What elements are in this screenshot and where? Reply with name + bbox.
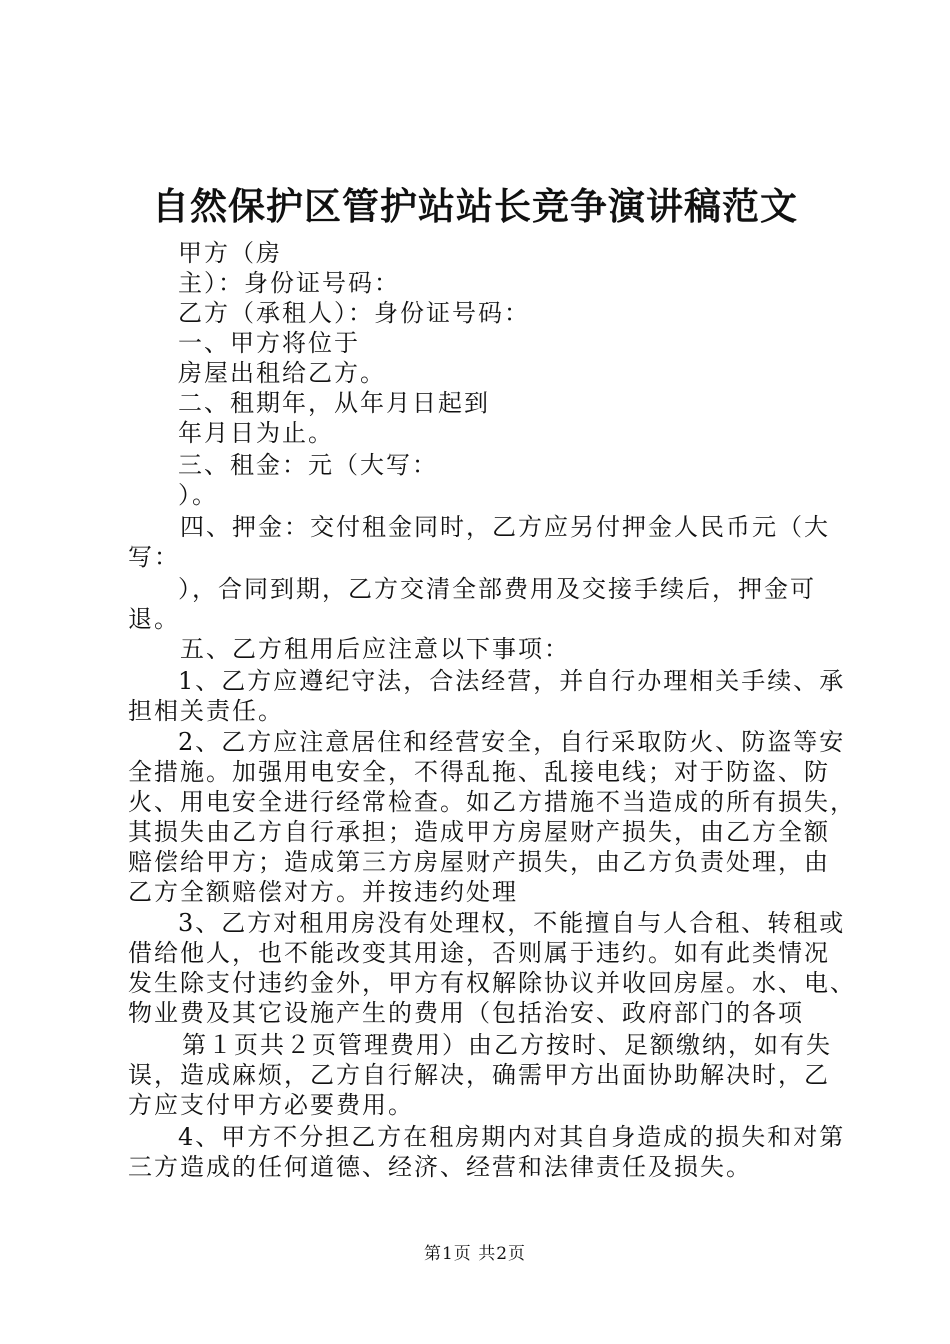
body-line: 甲方（房 [178,239,282,267]
body-line: 三、租金：元（大写： [178,451,438,479]
body-line: ），合同到期，乙方交清全部费用及交接手续后，押金可 [178,575,816,603]
body-line: 四、押金：交付租金同时，乙方应另付押金人民币元（大 [180,513,830,541]
body-line: 其损失由乙方自行承担；造成甲方房屋财产损失，由乙方全额 [128,818,830,846]
document-title: 自然保护区管护站站长竞争演讲稿范文 [152,185,798,228]
body-line: 房屋出租给乙方。 [178,359,386,387]
body-line: 物业费及其它设施产生的费用（包括治安、政府部门的各项 [128,999,804,1027]
body-line: 二、租期年，从年月日起到 [178,389,490,417]
body-line: 发生除支付违约金外，甲方有权解除协议并收回房屋。水、电、 [128,969,856,997]
body-line: 赔偿给甲方；造成第三方房屋财产损失，由乙方负责处理，由 [128,848,830,876]
body-line: 4、甲方不分担乙方在租房期内对其自身造成的损失和对第 [178,1123,846,1151]
body-line: 一、甲方将位于 [178,329,360,357]
body-line: 乙方（承租人）：身份证号码： [178,299,530,327]
body-line: 全措施。加强用电安全，不得乱拖、乱接电线；对于防盗、防 [128,758,830,786]
body-line: 火、用电安全进行经常检查。如乙方措施不当造成的所有损失， [128,788,856,816]
body-line: 3、乙方对租用房没有处理权，不能擅自与人合租、转租或 [178,909,846,937]
body-line: 1、乙方应遵纪守法，合法经营，并自行办理相关手续、承 [178,667,846,695]
body-line: 2、乙方应注意居住和经营安全，自行采取防火、防盗等安 [178,728,846,756]
body-line: 五、乙方租用后应注意以下事项： [180,635,570,663]
body-line: 三方造成的任何道德、经济、经营和法律责任及损失。 [128,1153,752,1181]
page-footer: 第1页 共2页 [423,1244,527,1264]
body-line: 年月日为止。 [178,419,334,447]
body-line: 方应支付甲方必要费用。 [128,1091,414,1119]
body-line: 主）：身份证号码： [178,269,400,297]
body-line: 担相关责任。 [128,697,284,725]
body-line: ）。 [178,481,218,509]
body-line: 写： [128,543,180,571]
body-line: 第１页共２页管理费用）由乙方按时、足额缴纳，如有失 [182,1031,832,1059]
body-line: 借给他人，也不能改变其用途，否则属于违约。如有此类情况 [128,939,830,967]
body-line: 误，造成麻烦，乙方自行解决，确需甲方出面协助解决时，乙 [128,1061,830,1089]
body-line: 退。 [128,605,180,633]
body-line: 乙方全额赔偿对方。并按违约处理 [128,878,518,906]
